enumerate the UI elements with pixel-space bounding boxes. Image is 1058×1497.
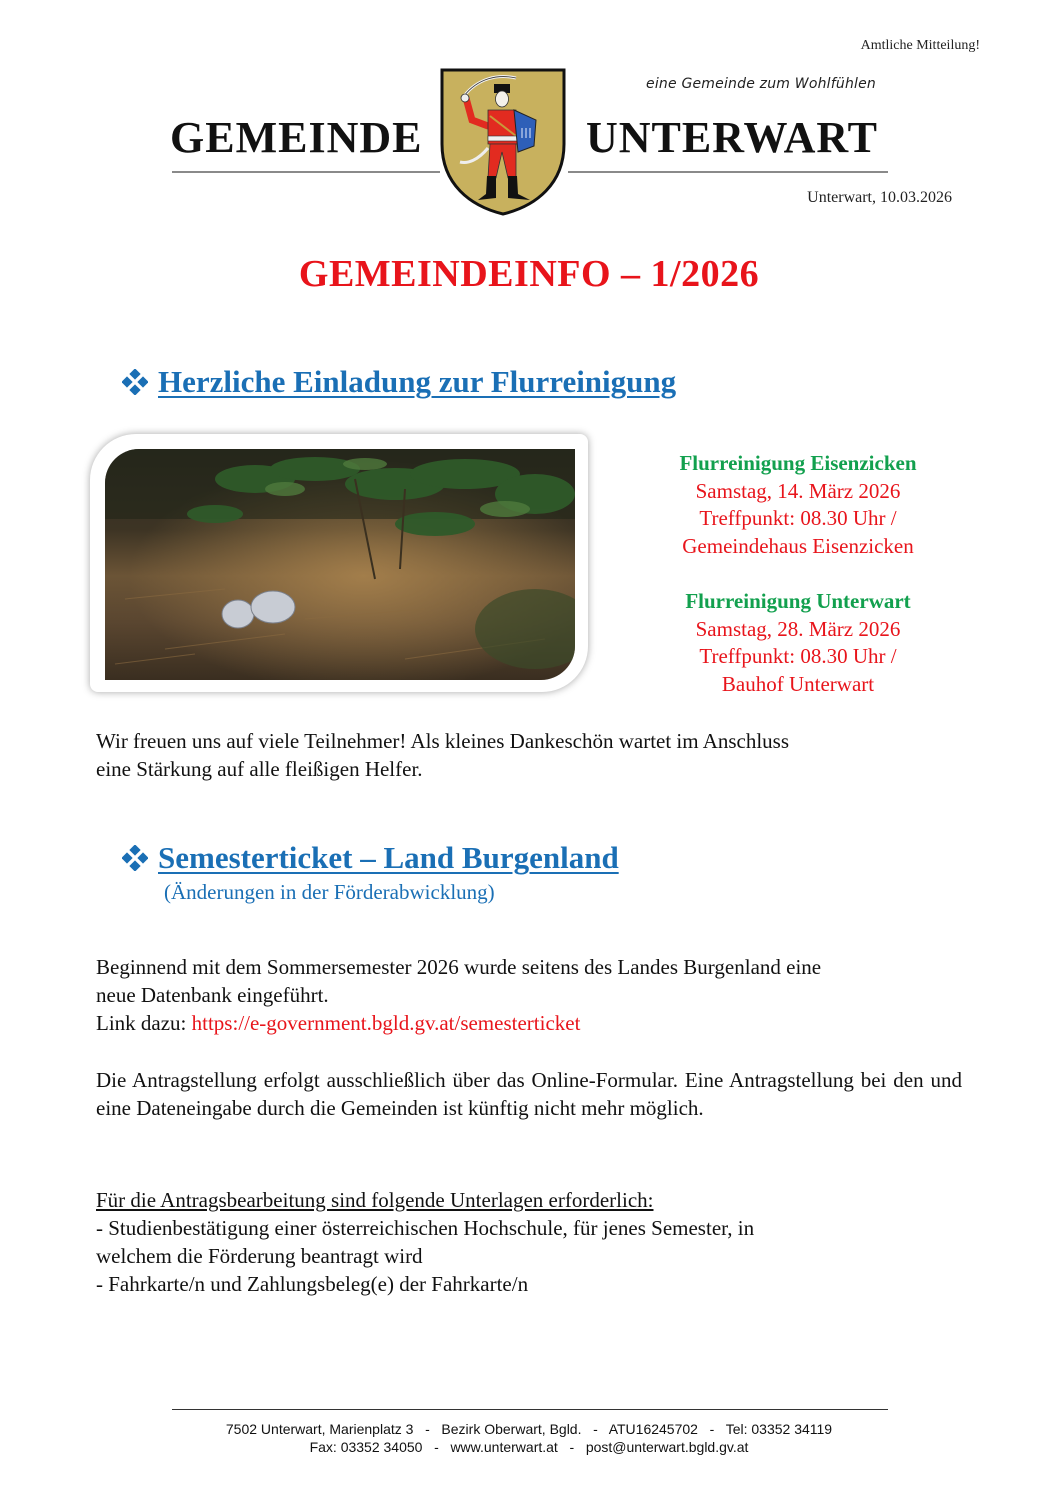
requirement-item: - Studienbestätigung einer österreichischen Hochschule, für jenes Semester, in <box>96 1216 755 1240</box>
event-location: Bauhof Unterwart <box>721 671 875 696</box>
title-unterwart: UNTERWART <box>586 113 878 162</box>
event-title: Flurreinigung Unterwart <box>685 589 911 613</box>
section-heading-text: Herzliche Einladung zur Flurreinigung <box>158 364 677 399</box>
title-gemeinde: GEMEINDE <box>170 113 423 162</box>
event-unterwart <box>620 588 976 698</box>
section-heading-semesterticket <box>122 840 619 879</box>
diamond-bullet-icon <box>122 843 148 879</box>
coat-of-arms-icon <box>438 66 568 218</box>
semesterticket-intro <box>96 953 976 1037</box>
event-meeting-time: Treffpunkt: 08.30 Uhr / <box>699 506 897 530</box>
requirement-item-continued: welchem die Förderung beantragt wird <box>96 1244 423 1268</box>
event-title: Flurreinigung Eisenzicken <box>679 451 917 475</box>
semesterticket-link[interactable]: https://e-government.bgld.gv.at/semesterticket <box>191 1011 581 1035</box>
link-label: Link dazu: <box>96 1011 192 1035</box>
application-paragraph: Die Antragstellung erfolgt ausschließlich über das Online-Formular. Eine Antragstellung bei den und eine Dateneingabe durch die Gemeinden ist künftig nicht mehr möglich. <box>96 1068 962 1120</box>
event-date: Samstag, 28. März 2026 <box>695 616 901 641</box>
paragraph-line: Wir freuen uns auf viele Teilnehmer! Als kleines Dankeschön wartet im Anschluss <box>96 729 790 753</box>
section-heading-flurreinigung <box>122 364 676 403</box>
event-date: Samstag, 14. März 2026 <box>695 478 901 503</box>
requirements-block <box>96 1186 976 1298</box>
link-line <box>96 1009 976 1037</box>
footer <box>0 1420 1058 1456</box>
main-title: GEMEINDEINFO – 1/2026 <box>298 253 760 295</box>
section-subheading: (Änderungen in der Förderabwicklung) <box>164 880 495 904</box>
official-notice-label: Amtliche Mitteilung! <box>860 38 980 53</box>
event-location: Gemeindehaus Eisenzicken <box>682 533 914 558</box>
header-rule-left <box>172 171 440 173</box>
footer-contact-line: Fax: 03352 34050 - www.unterwart.at - post@unterwart.bgld.gv.at <box>309 1439 749 1455</box>
header-rule-right <box>568 171 888 173</box>
invitation-paragraph <box>96 727 976 783</box>
document-date: Unterwart, 10.03.2026 <box>807 189 952 206</box>
requirements-heading: Für die Antragsbearbeitung sind folgende Unterlagen erforderlich: <box>96 1188 654 1212</box>
requirement-item: - Fahrkarte/n und Zahlungsbeleg(e) der Fahrkarte/n <box>96 1272 529 1296</box>
footer-rule <box>172 1409 888 1410</box>
footer-address-line: 7502 Unterwart, Marienplatz 3 - Bezirk Oberwart, Bgld. - ATU16245702 - Tel: 03352 34119 <box>225 1421 833 1437</box>
diamond-bullet-icon <box>122 367 148 403</box>
event-list <box>620 450 976 698</box>
section-heading-text: Semesterticket – Land Burgenland <box>158 840 619 875</box>
event-meeting-time: Treffpunkt: 08.30 Uhr / <box>699 644 897 668</box>
paragraph-line: eine Stärkung auf alle fleißigen Helfer. <box>96 757 423 781</box>
event-eisenzicken <box>620 450 976 560</box>
forest-litter-photo <box>105 449 575 680</box>
paragraph-line: Beginnend mit dem Sommersemester 2026 wurde seitens des Landes Burgenland eine <box>96 955 822 979</box>
paragraph-line: neue Datenbank eingeführt. <box>96 983 329 1007</box>
municipality-slogan: eine Gemeinde zum Wohlfühlen <box>646 76 876 92</box>
